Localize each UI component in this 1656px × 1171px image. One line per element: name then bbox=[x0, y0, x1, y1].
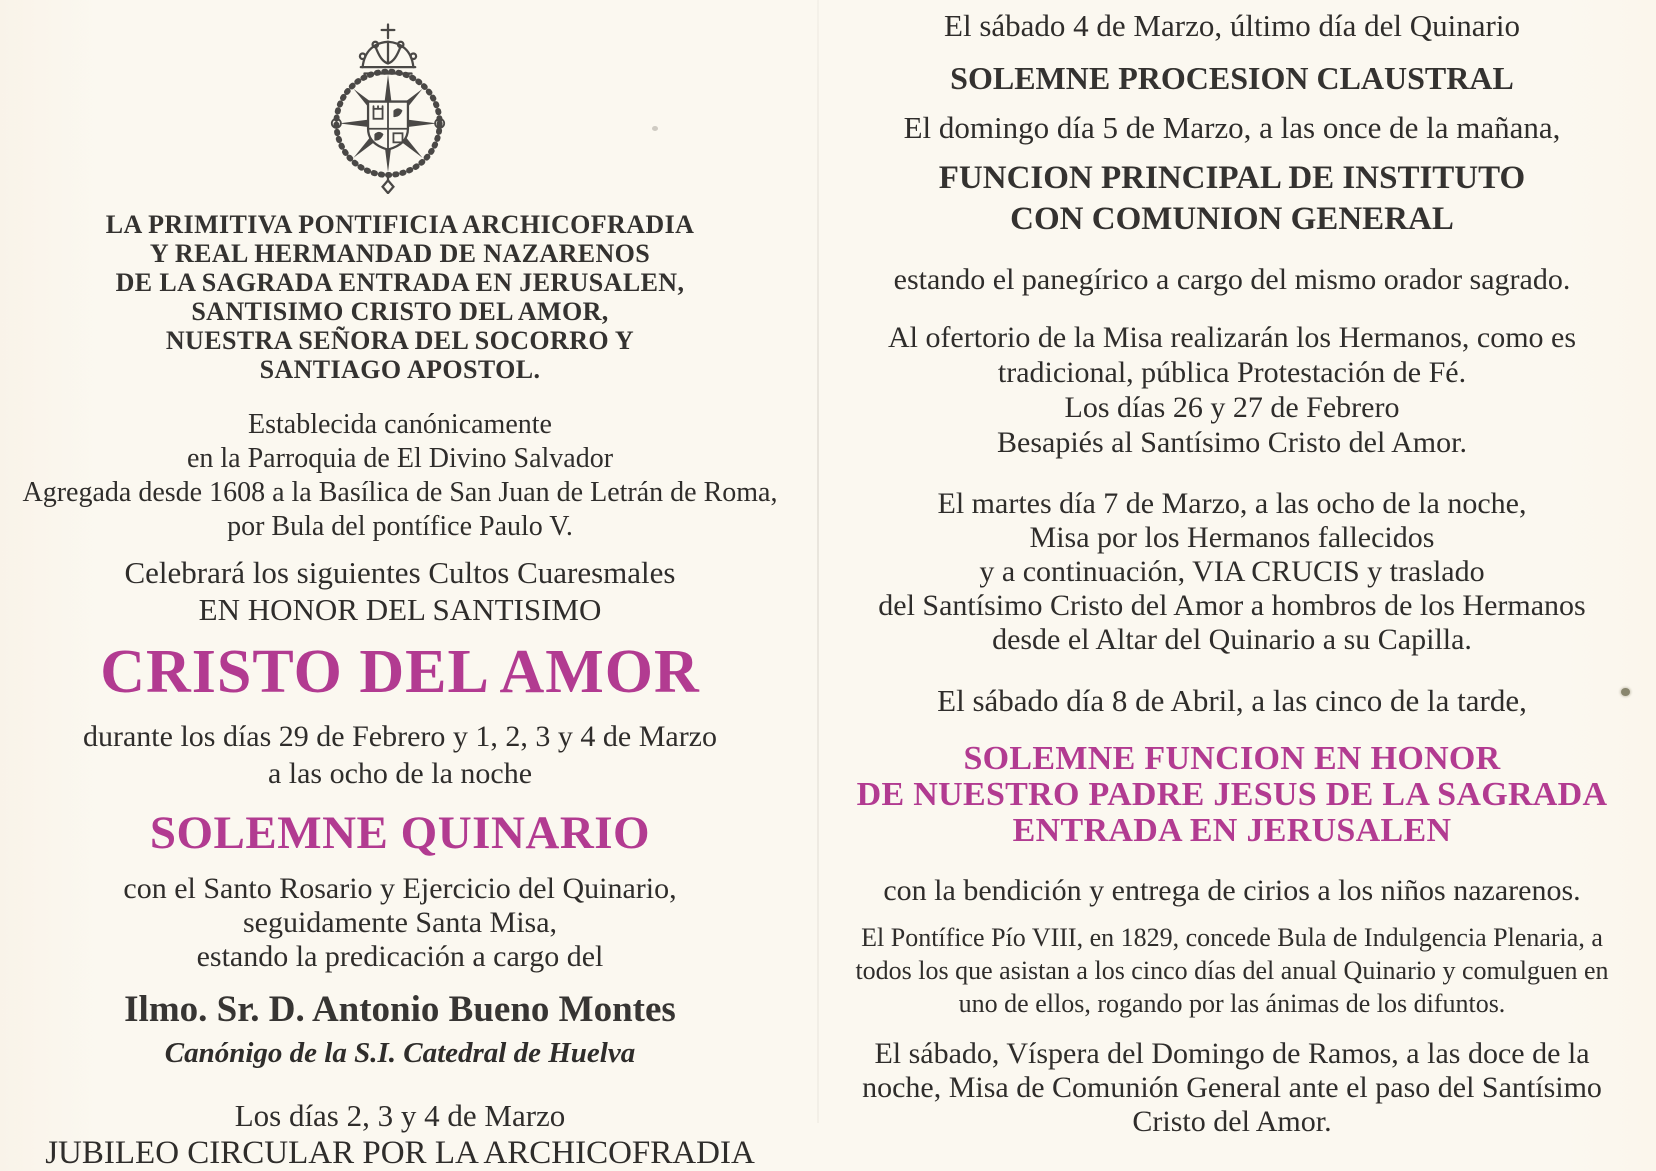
page-fold-line bbox=[817, 0, 819, 1123]
quinario-dates bbox=[0, 718, 800, 792]
quinario-dates-line: a las ocho de la noche bbox=[267, 757, 533, 790]
pontifice-line: todos los que asistan a los cinco días del anual Quinario y comulguen en bbox=[855, 956, 1609, 985]
solemne-funcion-heading bbox=[824, 741, 1640, 849]
org-title-line: DE LA SAGRADA ENTRADA EN JERUSALEN, bbox=[115, 268, 685, 297]
martes-line: Misa por los Hermanos fallecidos bbox=[1029, 521, 1435, 554]
solemne-funcion-line: DE NUESTRO PADRE JESUS DE LA SAGRADA bbox=[856, 776, 1608, 813]
established-paragraph bbox=[0, 408, 800, 544]
org-title-line: Y REAL HERMANDAD DE NAZARENOS bbox=[149, 239, 651, 268]
organization-title bbox=[0, 210, 800, 384]
org-title-line: LA PRIMITIVA PONTIFICIA ARCHICOFRADIA bbox=[105, 210, 695, 239]
established-line: Agregada desde 1608 a la Basílica de San Juan de Letrán de Roma, bbox=[22, 477, 778, 508]
martes-line: y a continuación, VIA CRUCIS y traslado bbox=[979, 555, 1485, 588]
quinario-description-line: con el Santo Rosario y Ejercicio del Quinario, bbox=[123, 872, 677, 905]
sunday-line: El domingo día 5 de Marzo, a las once de la mañana, bbox=[903, 110, 1561, 145]
org-title-line: NUESTRA SEÑORA DEL SOCORRO Y bbox=[165, 326, 635, 355]
cults-intro bbox=[0, 554, 800, 628]
final-paragraph bbox=[824, 1037, 1640, 1139]
solemne-funcion-line: SOLEMNE FUNCION EN HONOR bbox=[963, 740, 1501, 777]
left-page bbox=[0, 0, 800, 1171]
right-page bbox=[824, 0, 1640, 1139]
final-line: noche, Misa de Comunión General ante el paso del Santísimo bbox=[862, 1071, 1602, 1104]
pontifice-paragraph bbox=[824, 921, 1640, 1020]
abril-line: El sábado día 8 de Abril, a las cinco de la tarde, bbox=[937, 683, 1527, 718]
quinario-description bbox=[0, 872, 800, 974]
preacher-title: Canónigo de la S.I. Catedral de Huelva bbox=[164, 1037, 636, 1069]
panegirico-line: estando el panegírico a cargo del mismo orador sagrado. bbox=[893, 263, 1571, 296]
org-title-line: SANTISIMO CRISTO DEL AMOR, bbox=[191, 297, 609, 326]
established-line: en la Parroquia de El Divino Salvador bbox=[186, 443, 614, 474]
bendicion-line: con la bendición y entrega de cirios a los niños nazarenos. bbox=[883, 874, 1581, 907]
procesion-claustral-heading: SOLEMNE PROCESION CLAUSTRAL bbox=[950, 60, 1514, 96]
ofertorio-line: Los días 26 y 27 de Febrero bbox=[1064, 391, 1400, 424]
cristo-del-amor-title: CRISTO DEL AMOR bbox=[100, 638, 700, 706]
org-title-line: SANTIAGO APOSTOL. bbox=[259, 355, 541, 384]
preacher-name: Ilmo. Sr. D. Antonio Bueno Montes bbox=[124, 989, 676, 1030]
martes-line: desde el Altar del Quinario a su Capilla. bbox=[992, 623, 1472, 656]
pontifice-line: uno de ellos, rogando por las ánimas de los difuntos. bbox=[958, 989, 1506, 1018]
solemne-quinario-title: SOLEMNE QUINARIO bbox=[149, 807, 651, 859]
ofertorio-line: tradicional, pública Protestación de Fé. bbox=[997, 356, 1467, 389]
quinario-dates-line: durante los días 29 de Febrero y 1, 2, 3 y 4 de Marzo bbox=[82, 720, 717, 753]
martes-line: El martes día 7 de Marzo, a las ocho de la noche, bbox=[937, 487, 1527, 520]
quinario-description-line: estando la predicación a cargo del bbox=[196, 940, 604, 973]
jubileo-dates-line: Los días 2, 3 y 4 de Marzo bbox=[234, 1098, 566, 1133]
established-line: Establecida canónicamente bbox=[248, 409, 552, 440]
solemne-funcion-line: ENTRADA EN JERUSALEN bbox=[1012, 812, 1452, 849]
martes-line: del Santísimo Cristo del Amor a hombros de los Hermanos bbox=[878, 589, 1586, 622]
jubileo-title-line: JUBILEO CIRCULAR POR LA ARCHICOFRADIA bbox=[45, 1135, 755, 1171]
ofertorio-line: Besapiés al Santísimo Cristo del Amor. bbox=[997, 426, 1467, 459]
funcion-principal-line: CON COMUNION GENERAL bbox=[1010, 201, 1454, 237]
coat-of-arms-icon bbox=[290, 20, 486, 194]
established-line: por Bula del pontífice Paulo V. bbox=[227, 511, 573, 542]
quinario-description-line: seguidamente Santa Misa, bbox=[242, 906, 558, 939]
ofertorio-paragraph bbox=[824, 320, 1640, 460]
martes-paragraph bbox=[824, 487, 1640, 657]
cults-intro-line: EN HONOR DEL SANTISIMO bbox=[198, 592, 602, 627]
cults-intro-line: Celebrará los siguientes Cultos Cuaresmales bbox=[124, 555, 676, 590]
pontifice-line: El Pontífice Pío VIII, en 1829, concede Bula de Indulgencia Plenaria, a bbox=[861, 923, 1603, 952]
jubileo-section bbox=[0, 1097, 800, 1171]
funcion-principal-line: FUNCION PRINCIPAL DE INSTITUTO bbox=[938, 160, 1526, 196]
final-line: El sábado, Víspera del Domingo de Ramos, a las doce de la bbox=[874, 1037, 1590, 1070]
final-line: Cristo del Amor. bbox=[1132, 1105, 1332, 1138]
saturday-quinario-line: El sábado 4 de Marzo, último día del Quinario bbox=[944, 8, 1520, 43]
funcion-principal-heading bbox=[824, 158, 1640, 240]
ofertorio-line: Al ofertorio de la Misa realizarán los Hermanos, como es bbox=[887, 321, 1577, 354]
